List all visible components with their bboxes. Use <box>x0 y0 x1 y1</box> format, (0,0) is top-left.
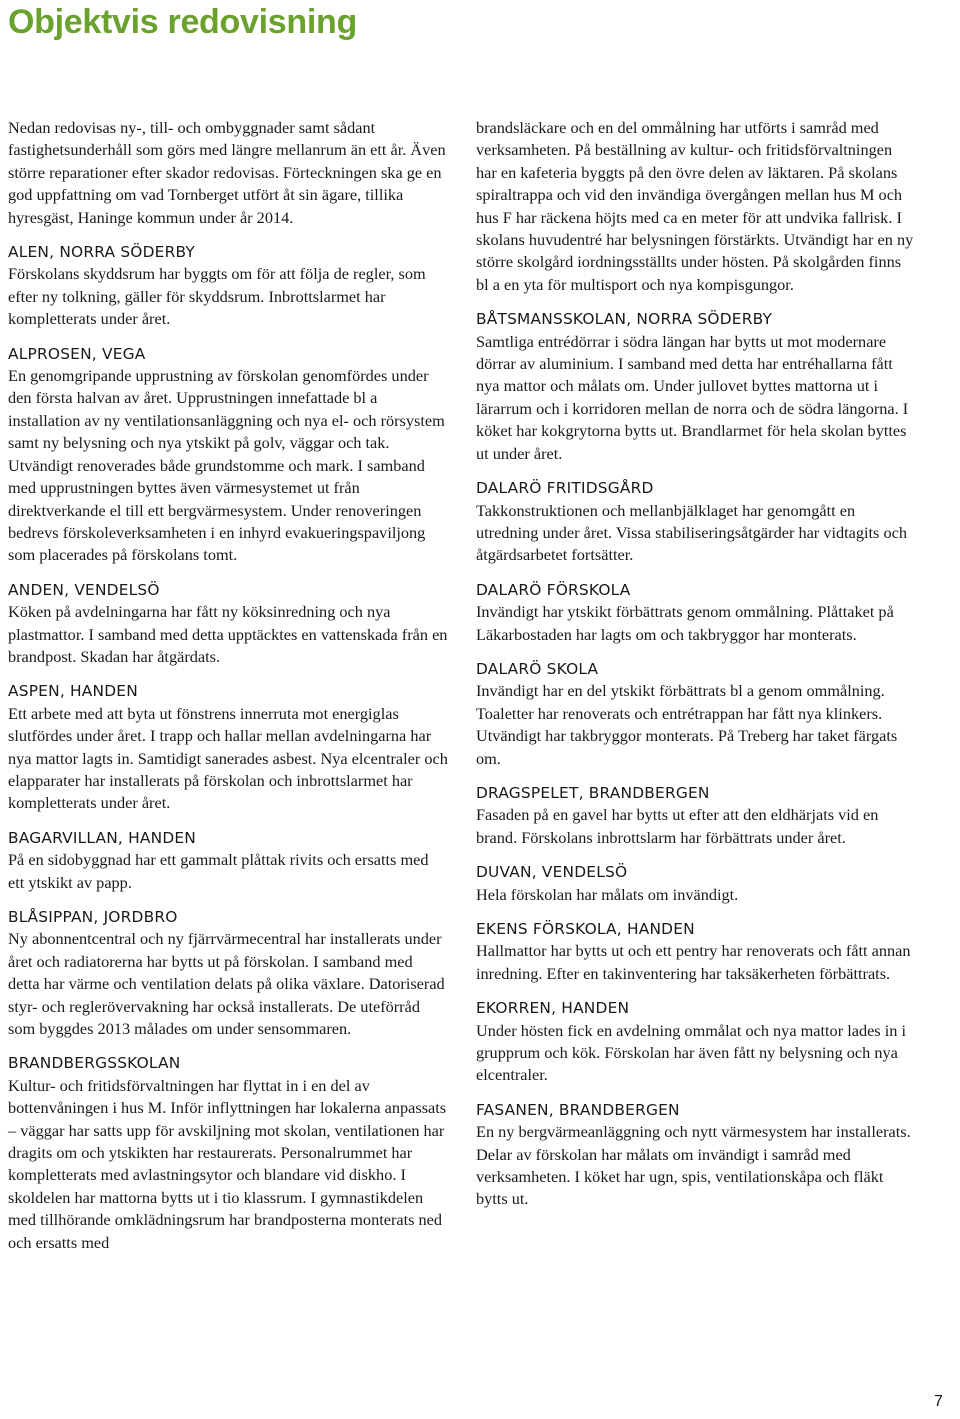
section-anden <box>8 579 448 669</box>
section-ekorren <box>476 997 916 1087</box>
section-dalaro-fritidsgard <box>476 477 916 567</box>
section-brandbergsskolan <box>8 1052 448 1254</box>
section-heading: EKENS FÖRSKOLA, HANDEN <box>476 920 695 938</box>
continued-paragraph: brandsläckare och en del ommålning har utförts i samråd med verksamheten. På beställning av kultur- och fritidsförvaltningen har en kafeteria byggts på den övre delen av läktaren. På skolans spiraltrappa och vid den invändiga övergången mellan hus M och hus F har räckena höjts med ca en meter för att undvika fallrisk. I skolans huvudentré har belysningen förstärkts. Utvändigt har en ny större skolgård iordningsställts under hösten. På skolgården finns bl a en yta för multisport och nya kompisgungor. <box>476 118 914 294</box>
section-ekens-forskola <box>476 918 916 985</box>
section-text: Hela förskolan har målats om invändigt. <box>476 884 739 904</box>
section-text: En genomgripande upprustning av förskolan genomfördes under den första halvan av året. Upprustningen innefattade bl a installation av ny ventilationsanläggning och nya el- och rörsystem samt ny belysning och nya ytskikt på golv, väggar och tak. Utvändigt renoverades både grundstomme och mark. I samband med upprustningen byttes även värmesystemet ut från direktverkande el till ett bergvärmesystem. Under renoveringen bedrevs förskoleverksamheten i en inhyrd evakueringspaviljong som placerades på förskolans tomt. <box>8 366 445 565</box>
section-duvan <box>476 861 916 906</box>
section-text: Köken på avdelningarna har fått ny köksinredning och nya plastmattor. I samband med detta upptäcktes en vattenskada från en brandpost. Skadan har åtgärdats. <box>8 602 448 666</box>
section-bagarvillan <box>8 827 448 894</box>
section-blasippan <box>8 906 448 1040</box>
section-fasanen <box>476 1099 916 1211</box>
left-column <box>8 117 448 1254</box>
section-heading: DALARÖ SKOLA <box>476 659 599 678</box>
section-heading: BRANDBERGSSKOLAN <box>8 1054 181 1073</box>
right-column <box>476 117 916 1211</box>
section-heading: DUVAN, VENDELSÖ <box>476 863 628 882</box>
section-text: Samtliga entrédörrar i södra längan har bytts ut mot modernare dörrar av aluminium. I samband med detta har entréhallarna fått nya mattor och målats om. Under jullovet byttes mattorna ut i lärarrum och i korridoren mellan de norra och de södra längorna. I köket har kokgrytorna bytts ut. Brandlarmet för hela skolan byttes ut under året. <box>476 331 909 463</box>
section-heading: ANDEN, VENDELSÖ <box>8 580 160 599</box>
section-text: Invändigt har ytskikt förbättrats genom ommålning. Plåttaket på Läkarbostaden har lagts om och takbryggor har monterats. <box>476 602 894 644</box>
section-dalaro-skola <box>476 658 916 770</box>
section-heading: EKORREN, HANDEN <box>476 999 630 1018</box>
intro-paragraph: Nedan redovisas ny-, till- och ombyggnader samt sådant fastighetsunderhåll som görs med längre mellanrum än ett år. Även större reparationer efter skador redovisas. Förteckningen ska ge en god uppfattning om vad Tornberget utfört åt sin ägare, tillika hyresgäst, Haninge kommun under år 2014. <box>8 118 446 227</box>
section-aspen <box>8 680 448 814</box>
section-text: Under hösten fick en avdelning ommålat och nya mattor lades in i grupprum och kök. Förskolan har även fått ny belysning och nya elcentraler. <box>476 1020 906 1085</box>
section-heading: BLÅSIPPAN, JORDBRO <box>8 908 178 926</box>
section-heading: DALARÖ FÖRSKOLA <box>476 580 631 599</box>
section-text: Invändigt har en del ytskikt förbättrats bl a genom ommålning. Toaletter har renoverats och entrétrappan har fått nya klinkers. Utvändigt har takbryggor monterats. På Treberg har taket färgats om. <box>476 681 898 768</box>
section-text: På en sidobyggnad har ett gammalt plåttak rivits och ersatts med ett ytskikt av papp. <box>8 850 429 892</box>
section-batsmansskolan <box>476 308 916 465</box>
section-text: Takkonstruktionen och mellanbjälklaget har genomgått en utredning under året. Vissa stabiliseringsåtgärder har vidtagits och åtgärdsarbetet fortsätter. <box>476 500 907 565</box>
section-dragspelet <box>476 782 916 849</box>
section-heading: DALARÖ FRITIDSGÅRD <box>476 479 654 498</box>
section-text: Ett arbete med att byta ut fönstrens innerruta mot energiglas slutfördes under året. I trapp och hallar mellan avdelningarna har nya mattor lagts in. Samtidigt sanerades asbest. Nya elcentraler och elapparater har installerats på förskolan och inbrottslarmet har kompletterats under året. <box>8 703 448 813</box>
section-text: Kultur- och fritidsförvaltningen har flyttat in i en del av bottenvåningen i hus M. Inför inflyttningen har lokalerna anpassats – väggar har satts upp för avskiljning mot skolan, ventilationen har dragits om och ytskikten har restaurerats. Personalrummet har kompletterats med avlastningsytor och blandare vid diskho. I skoldelen har mattorna bytts ut i tio klassrum. I gymnastikdelen med tillhörande omklädningsrum har brandposterna monterats ned och ersatts med <box>8 1075 447 1252</box>
section-alprosen <box>8 343 448 567</box>
section-text: Ny abonnentcentral och ny fjärrvärmecentral har installerats under året och radiatorerna har bytts ut på förskolan. I samband med detta har värme och ventilation delats på olika växlare. Datoriserad styr- och reglerövervakning har också installerats. De uteförråd som byggdes 2013 målades om under sensommaren. <box>8 929 445 1039</box>
section-heading: ALEN, NORRA SÖDERBY <box>8 243 196 262</box>
section-text: Fasaden på en gavel har bytts ut efter att den eldhärjats vid en brand. Förskolans inbrottslarm har förbättrats under året. <box>476 805 879 847</box>
section-text: Förskolans skyddsrum har byggts om för att följa de regler, som efter ny tolkning, gäller för skyddsrum. Inbrottslarmet har kompletterats under året. <box>8 264 426 329</box>
section-alen <box>8 241 448 331</box>
section-heading: FASANEN, BRANDBERGEN <box>476 1100 680 1119</box>
section-heading: BÅTSMANSSKOLAN, NORRA SÖDERBY <box>476 310 773 329</box>
section-dalaro-forskola <box>476 579 916 646</box>
section-heading: ALPROSEN, VEGA <box>8 344 146 363</box>
section-text: En ny bergvärmeanläggning och nytt värmesystem har installerats. Delar av förskolan har målats om invändigt i samråd med verksamheten. I köket har ugn, spis, ventilationskåpa och fläkt bytts ut. <box>476 1122 911 1209</box>
page-title: Objektvis redovisning <box>8 3 357 41</box>
section-heading: ASPEN, HANDEN <box>8 682 138 701</box>
section-heading: DRAGSPELET, BRANDBERGEN <box>476 783 710 802</box>
section-heading: BAGARVILLAN, HANDEN <box>8 828 197 847</box>
section-text: Hallmattor har bytts ut och ett pentry har renoverats och fått annan inredning. Efter en takinventering har taksäkerheten förbättrats. <box>476 941 911 983</box>
page-number: 7 <box>934 1393 943 1410</box>
